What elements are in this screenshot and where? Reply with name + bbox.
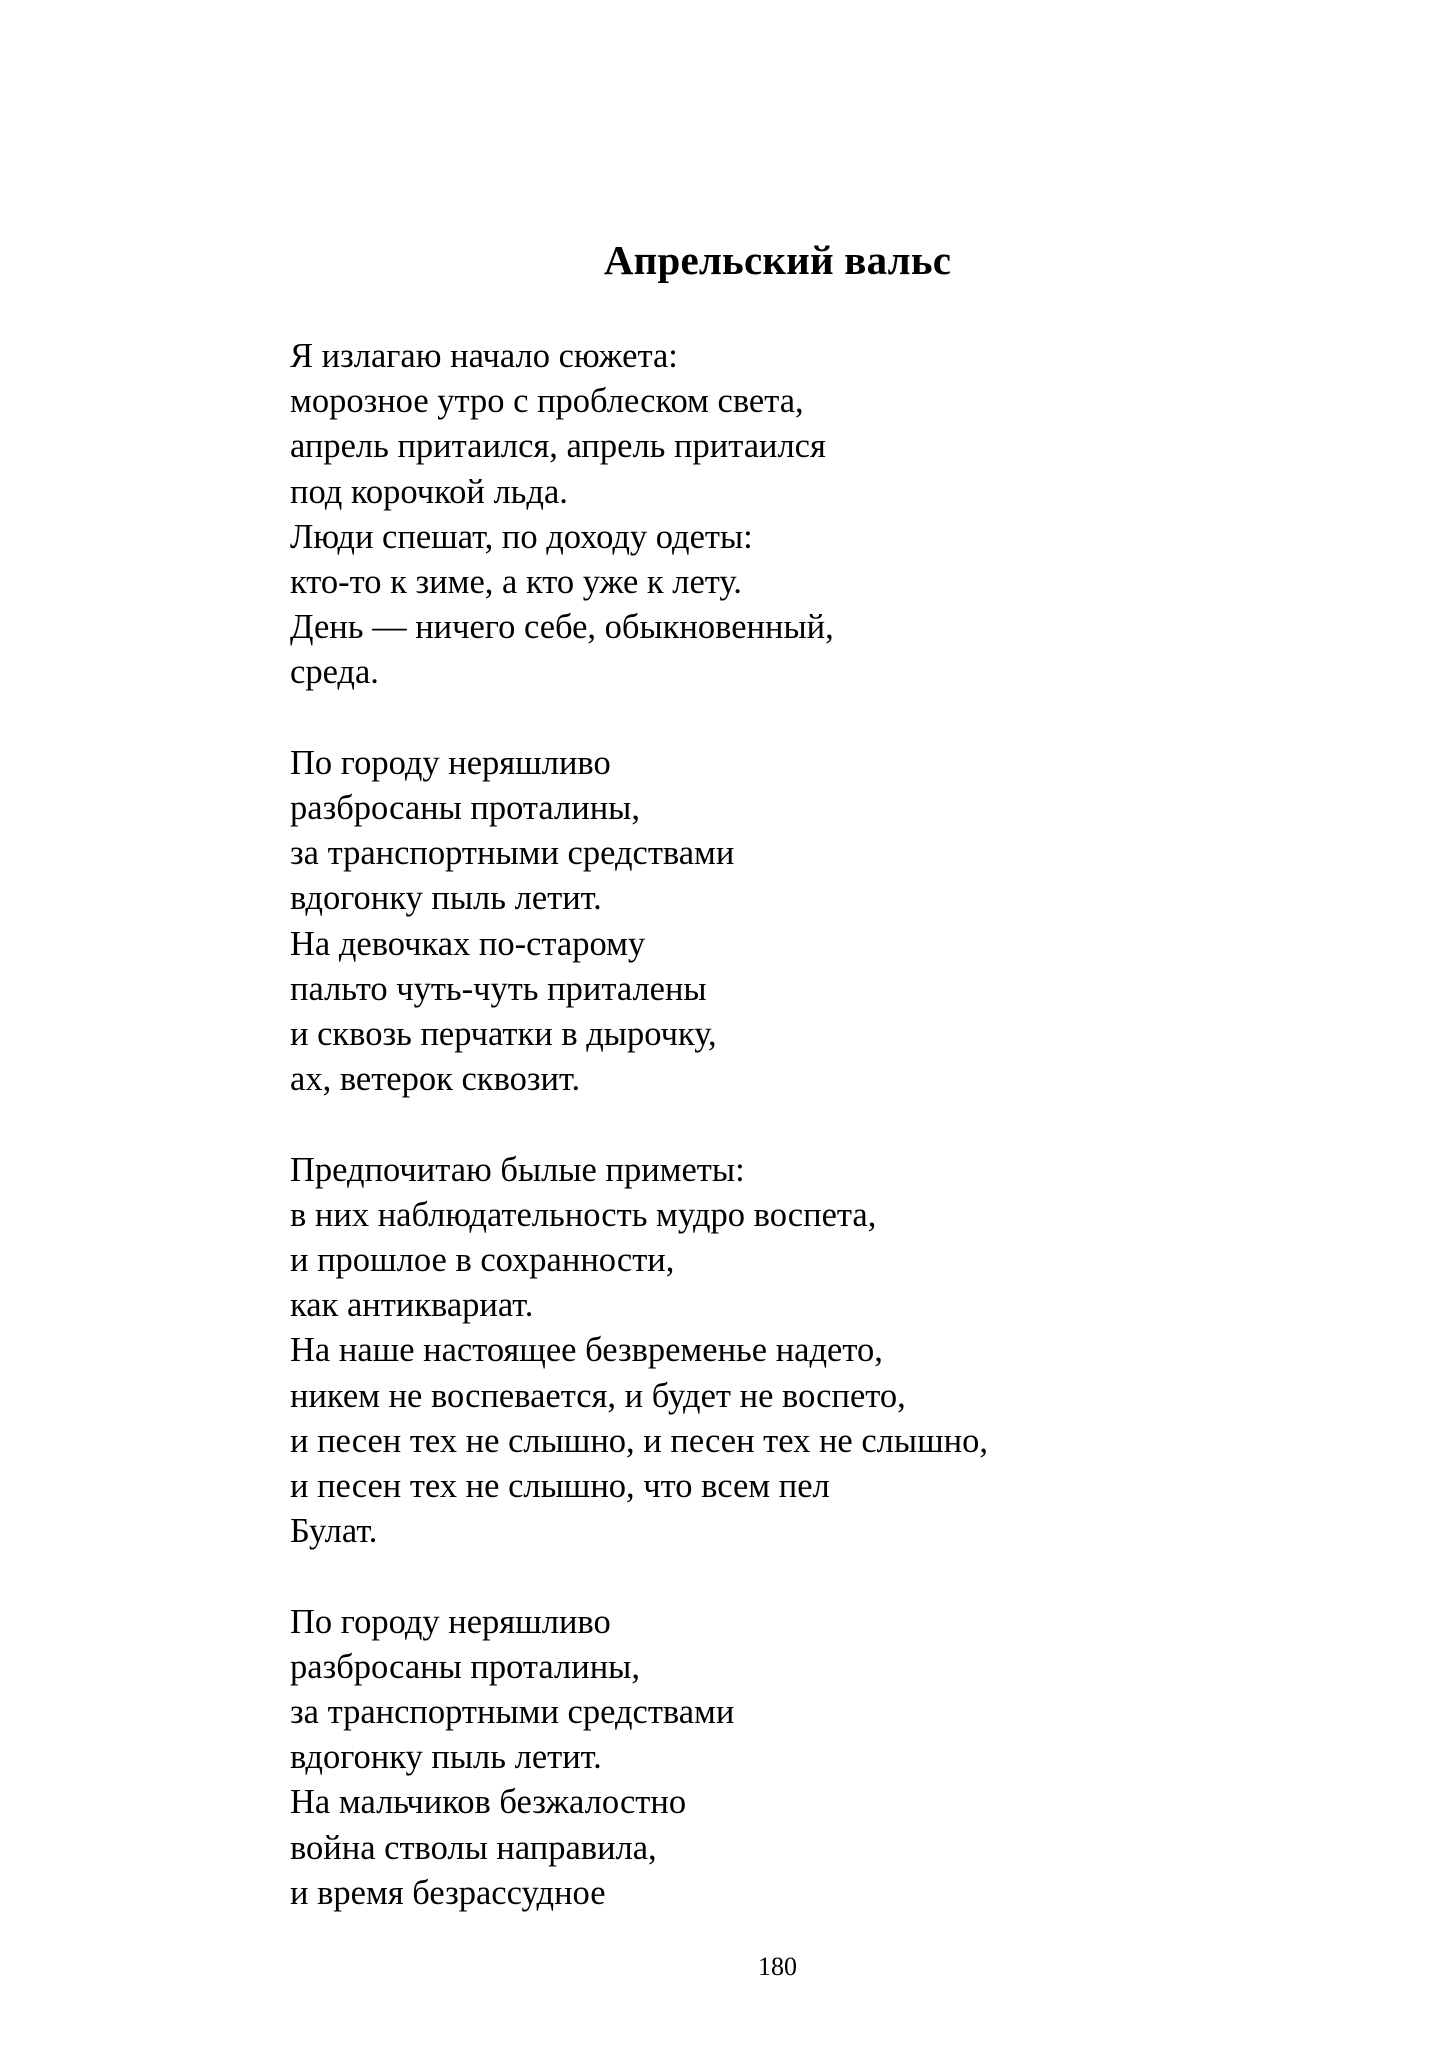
- poem-line: День — ничего себе, обыкновенный,: [290, 608, 834, 647]
- poem-line: и песен тех не слышно, и песен тех не слышно,: [290, 1421, 988, 1460]
- poem-line: Я излагаю начало сюжета:: [290, 337, 678, 375]
- poem-line: На мальчиков безжалостно: [290, 1783, 687, 1822]
- poem-line: и время безрассудное: [290, 1873, 606, 1912]
- stanza-2: [290, 741, 1290, 1103]
- stanza-3: [290, 1148, 1290, 1555]
- poem-line: Булат.: [290, 1512, 378, 1551]
- poem-title: Апрельский вальс: [603, 237, 952, 283]
- poem-line: вдогонку пыль летит.: [290, 879, 602, 918]
- poem-line: в них наблюдательность мудро воспета,: [290, 1195, 877, 1234]
- poem-line: и сквозь перчатки в дырочку,: [290, 1015, 717, 1054]
- poem-line: за транспортными средствами: [290, 834, 735, 873]
- poem-line: пальто чуть-чуть приталены: [290, 969, 707, 1008]
- poem-line: за транспортными средствами: [290, 1693, 735, 1732]
- poem-line: разбросаны проталины,: [290, 1647, 640, 1686]
- poem-line: никем не воспевается, и будет не воспето,: [290, 1376, 906, 1415]
- poem-line: кто-то к зиме, а кто уже к лету.: [290, 563, 742, 602]
- page-number: 180: [758, 1952, 797, 1981]
- poem-line: По городу неряшливо: [290, 1602, 611, 1641]
- poem-line: По городу неряшливо: [290, 743, 611, 782]
- poem-line: ах, ветерок сквозит.: [290, 1060, 581, 1099]
- stanza-4: [290, 1600, 1290, 1916]
- poem-line: На девочках по-старому: [290, 924, 646, 963]
- poem-line: На наше настоящее безвременье надето,: [290, 1331, 883, 1370]
- poem-line: под корочкой льда.: [290, 472, 568, 511]
- poem-line: Люди спешат, по доходу одеты:: [290, 517, 753, 556]
- poem-body: [290, 334, 1290, 1961]
- poem-line: апрель притаился, апрель притаился: [290, 427, 826, 466]
- poem-line: вдогонку пыль летит.: [290, 1738, 602, 1777]
- poem-line: и прошлое в сохранности,: [290, 1241, 675, 1280]
- poem-line: как антиквариат.: [290, 1286, 534, 1325]
- stanza-1: [290, 334, 1290, 696]
- poem-line: война стволы направила,: [290, 1828, 657, 1867]
- poem-line: разбросаны проталины,: [290, 789, 640, 828]
- poem-line: среда.: [290, 653, 379, 692]
- poem-line: и песен тех не слышно, что всем пел: [290, 1467, 830, 1506]
- poem-line: Предпочитаю былые приметы:: [290, 1150, 745, 1189]
- poem-line: морозное утро с проблеском света,: [290, 382, 804, 421]
